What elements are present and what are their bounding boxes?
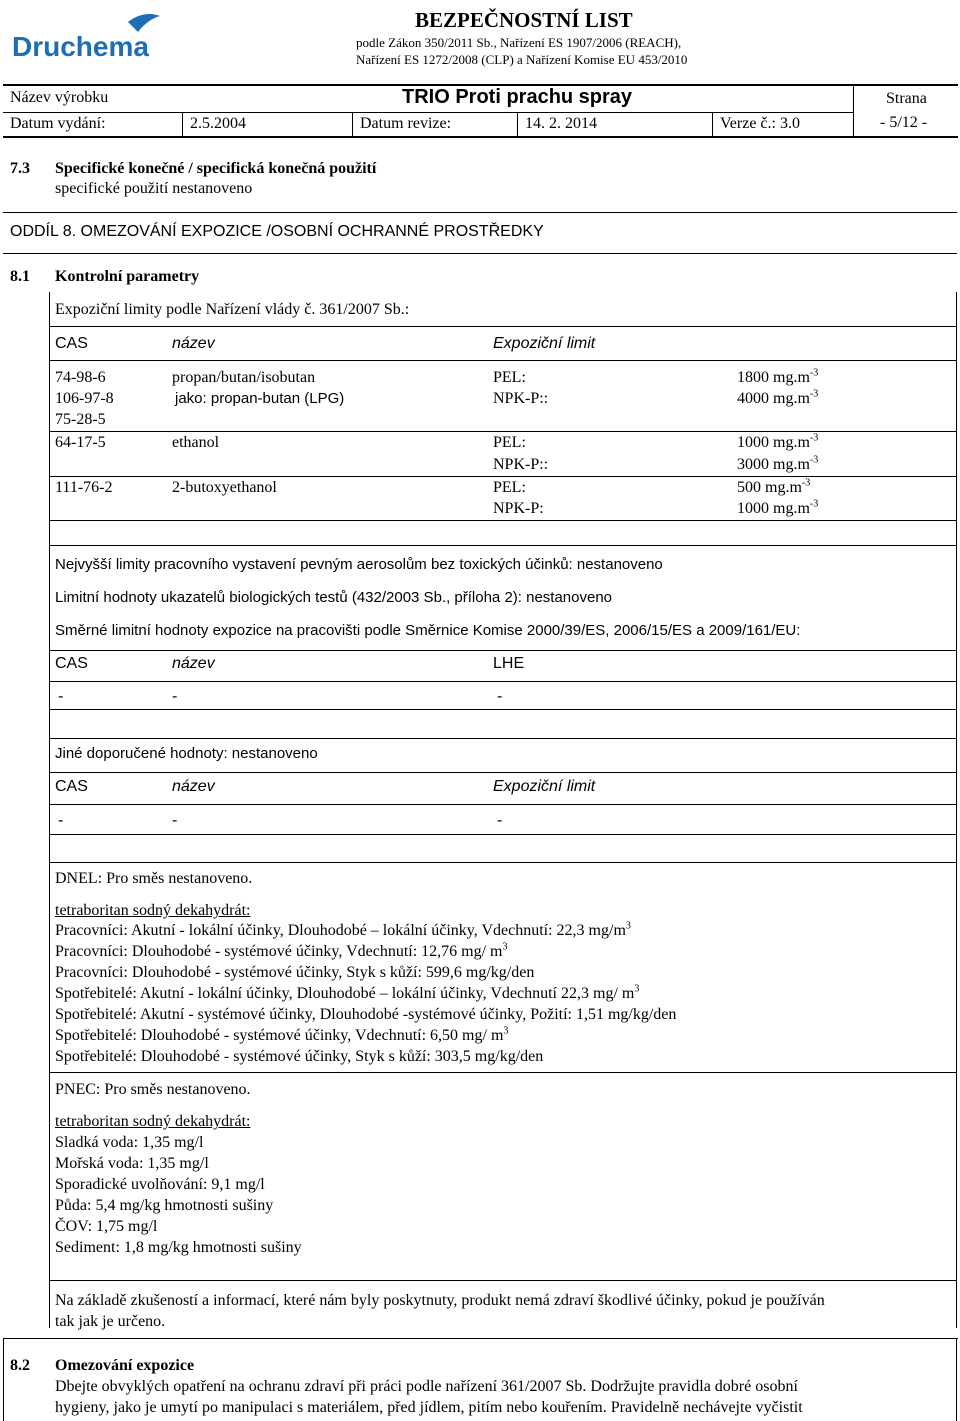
dnel-line: Spotřebitelé: Dlouhodobé - systémové účinky, Vdechnutí: 6,50 mg/ $m^3$: [55, 1025, 509, 1044]
product-label: Název výrobku: [10, 89, 109, 106]
limit-type: NPK-P::: [493, 390, 549, 407]
limit-type: PEL:: [493, 434, 526, 451]
col-header-name: název: [172, 778, 215, 795]
pnec-line: Sediment: 1,8 mg/kg hmotnosti sušiny: [55, 1239, 302, 1256]
dnel-line: Spotřebitelé: Akutní - systémové účinky, Dlouhodobé -systémové účinky, Požití: 1,51 mg/kg/den: [55, 1006, 677, 1023]
dnel-line: Pracovníci: Dlouhodobé - systémové účinky, Styk s kůží: 599,6 mg/kg/den: [55, 964, 535, 981]
col-header-limit: Expoziční limit: [493, 335, 596, 352]
section-8-1-number: 8.1: [10, 268, 30, 285]
table-cell: -: [58, 812, 64, 829]
table-cell-name: propan/butan/isobutan: [172, 369, 316, 386]
issue-date: 2.5.2004: [190, 115, 246, 132]
product-name: TRIO Proti prachu spray: [402, 86, 633, 108]
pnec-line: Mořská voda: 1,35 mg/l: [55, 1155, 209, 1172]
section-8-2-title: Omezování expozice: [55, 1357, 195, 1374]
limits-intro: Expoziční limity podle Nařízení vlády č. 361/2007 Sb.:: [55, 301, 410, 318]
col-header-name: název: [172, 335, 215, 352]
pnec-line: Sporadické uvolňování: 9,1 mg/l: [55, 1176, 265, 1193]
aerosol-limits-text: Nejvyšší limity pracovního vystavení pevným aerosolům bez toxických účinků: nestanoveno: [55, 556, 663, 573]
pnec-heading: PNEC: Pro směs nestanoveno.: [55, 1081, 251, 1098]
dnel-line: Spotřebitelé: Akutní - lokální účinky, Dlouhodobé – lokální účinky, Vdechnutí 22,3 mg/ $m^3$: [55, 983, 640, 1002]
svg-text:Druchema: Druchema: [12, 31, 149, 62]
pnec-line: ČOV: 1,75 mg/l: [55, 1218, 158, 1235]
table-cell-cas: 75-28-5: [55, 411, 106, 428]
dnel-line: Pracovníci: Dlouhodobé - systémové účinky, Vdechnutí: 12,76 mg/ $m^3$: [55, 941, 508, 960]
table-cell-cas: 111-76-2: [55, 479, 113, 496]
col-header-lhe: LHE: [493, 655, 525, 672]
limit-type: NPK-P:: [493, 500, 544, 517]
regulation-line-1: podle Zákon 350/2011 Sb., Nařízení ES 1907/2006 (REACH),: [356, 35, 682, 50]
table-cell: -: [172, 812, 178, 829]
section-8-heading-bar: [3, 212, 957, 254]
druchema-logo: [10, 10, 180, 68]
table-cell-cas: 64-17-5: [55, 434, 106, 451]
limit-type: PEL:: [493, 479, 526, 496]
table-cell: -: [172, 688, 178, 705]
section-8-1-title: Kontrolní parametry: [55, 268, 200, 285]
section-8-2-text: Dbejte obvyklých opatření na ochranu zdraví při práci podle nařízení 361/2007 Sb. Dodržujte pravidla dobré osobní: [55, 1378, 798, 1395]
other-values-text: Jiné doporučené hodnoty: nestanoveno: [55, 745, 318, 762]
section-7-3-text: specifické použití nestanoveno: [55, 180, 253, 197]
issue-date-label: Datum vydání:: [10, 115, 106, 132]
table-cell: -: [497, 688, 503, 705]
col-header-cas: CAS: [55, 778, 88, 795]
pnec-line: Sladká voda: 1,35 mg/l: [55, 1134, 204, 1151]
dnel-line: Pracovníci: Akutní - lokální účinky, Dlouhodobé – lokální účinky, Vdechnutí: 22,3 $mg/m^3$: [55, 920, 631, 939]
pnec-substance: tetraboritan sodný dekahydrát:: [55, 1113, 251, 1130]
table-cell-name: jako: propan-butan (LPG): [175, 390, 345, 407]
section-8-2-number: 8.2: [10, 1357, 30, 1374]
section-7-3-number: 7.3: [10, 160, 30, 177]
table-cell: -: [58, 688, 64, 705]
limit-value: 1000 $mg.m^{-3}$: [737, 498, 819, 517]
dnel-substance: tetraboritan sodný dekahydrát:: [55, 902, 251, 919]
section-8-heading: ODDÍL 8. OMEZOVÁNÍ EXPOZICE /OSOBNÍ OCHRANNÉ PROSTŘEDKY: [10, 223, 544, 240]
table-cell-cas: 74-98-6: [55, 369, 106, 386]
experience-note: tak jak je určeno.: [55, 1313, 166, 1330]
col-header-name: název: [172, 655, 215, 672]
col-header-limit: Expoziční limit: [493, 778, 596, 795]
limit-value: 4000 $mg.m^{-3}$: [737, 388, 819, 407]
limit-value: 1000 $mg.m^{-3}$: [737, 432, 819, 451]
directive-limits-text: Směrné limitní hodnoty expozice na pracovišti podle Směrnice Komise 2000/39/ES, 2006/15/ES a 2009/161/EU:: [55, 622, 801, 639]
experience-note: Na základě zkušeností a informací, které nám byly poskytnuty, produkt nemá zdraví škodlivé účinky, pokud je používán: [55, 1292, 825, 1309]
table-cell: -: [497, 812, 503, 829]
table-cell-name: ethanol: [172, 434, 220, 451]
section-8-2-text: hygieny, jako je umytí po manipulaci s materiálem, před jídlem, pitím nebo kouřením. Pravidelně nechávejte vyčistit: [55, 1399, 803, 1416]
pnec-line: Půda: 5,4 mg/kg hmotnosti sušiny: [55, 1197, 274, 1214]
limit-value: 3000 $mg.m^{-3}$: [737, 454, 819, 473]
table-cell-name: 2-butoxyethanol: [172, 479, 277, 496]
document-title: BEZPEČNOSTNÍ LIST: [415, 8, 633, 32]
regulation-line-2: Nařízení ES 1272/2008 (CLP) a Nařízení Komise EU 453/2010: [356, 52, 688, 67]
biological-limits-text: Limitní hodnoty ukazatelů biologických testů (432/2003 Sb., příloha 2): nestanoveno: [55, 589, 613, 606]
dnel-heading: DNEL: Pro směs nestanoveno.: [55, 870, 253, 887]
limit-type: NPK-P::: [493, 456, 549, 473]
col-header-cas: CAS: [55, 335, 88, 352]
limit-type: PEL:: [493, 369, 526, 386]
page-number: - 5/12 -: [880, 114, 928, 131]
version: Verze č.: 3.0: [720, 115, 800, 132]
page-label: Strana: [886, 90, 927, 107]
revision-date-label: Datum revize:: [360, 115, 452, 132]
limit-value: 500 $mg.m^{-3}$: [737, 477, 811, 496]
dnel-line: Spotřebitelé: Dlouhodobé - systémové účinky, Styk s kůží: 303,5 mg/kg/den: [55, 1048, 544, 1065]
table-cell-cas: 106-97-8: [55, 390, 114, 407]
limit-value: 1800 $mg.m^{-3}$: [737, 367, 819, 386]
section-7-3-title: Specifické konečné / specifická konečná použití: [55, 160, 377, 177]
revision-date: 14. 2. 2014: [525, 115, 597, 132]
col-header-cas: CAS: [55, 655, 88, 672]
